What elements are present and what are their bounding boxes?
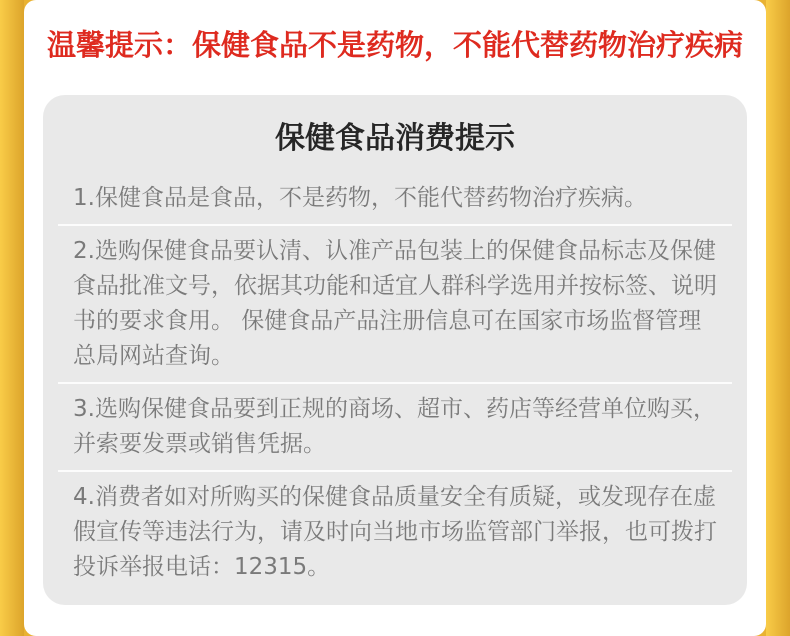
- content-panel: [24, 0, 766, 636]
- notice-item-4: 4.消费者如对所购买的保健食品质量安全有质疑，或发现存在虚假宣传等违法行为，请及时向当地市场监管部门举报，也可拨打投诉举报电话：12315。: [73, 484, 717, 580]
- notice-item-2: 2.选购保健食品要认清、认准产品包装上的保健食品标志及保健食品批准文号，依据其功能和适宜人群科学选用并按标签、说明书的要求食用。 保健食品产品注册信息可在国家市场监督管理总局网站查询。: [73, 238, 717, 369]
- notice-item-1: 1.保健食品是食品，不是药物，不能代替药物治疗疾病。: [73, 185, 647, 211]
- notice-card-title: 保健食品消费提示: [275, 121, 515, 156]
- warning-banner-text: 温馨提示：保健食品不是药物，不能代替药物治疗疾病: [46, 28, 743, 62]
- right-yellow-border: [766, 0, 790, 636]
- left-yellow-border: [0, 0, 24, 636]
- consumer-notice-card: [43, 95, 747, 605]
- notice-item-3: 3.选购保健食品要到正规的商场、超市、药店等经营单位购买，并索要发票或销售凭据。: [73, 396, 716, 457]
